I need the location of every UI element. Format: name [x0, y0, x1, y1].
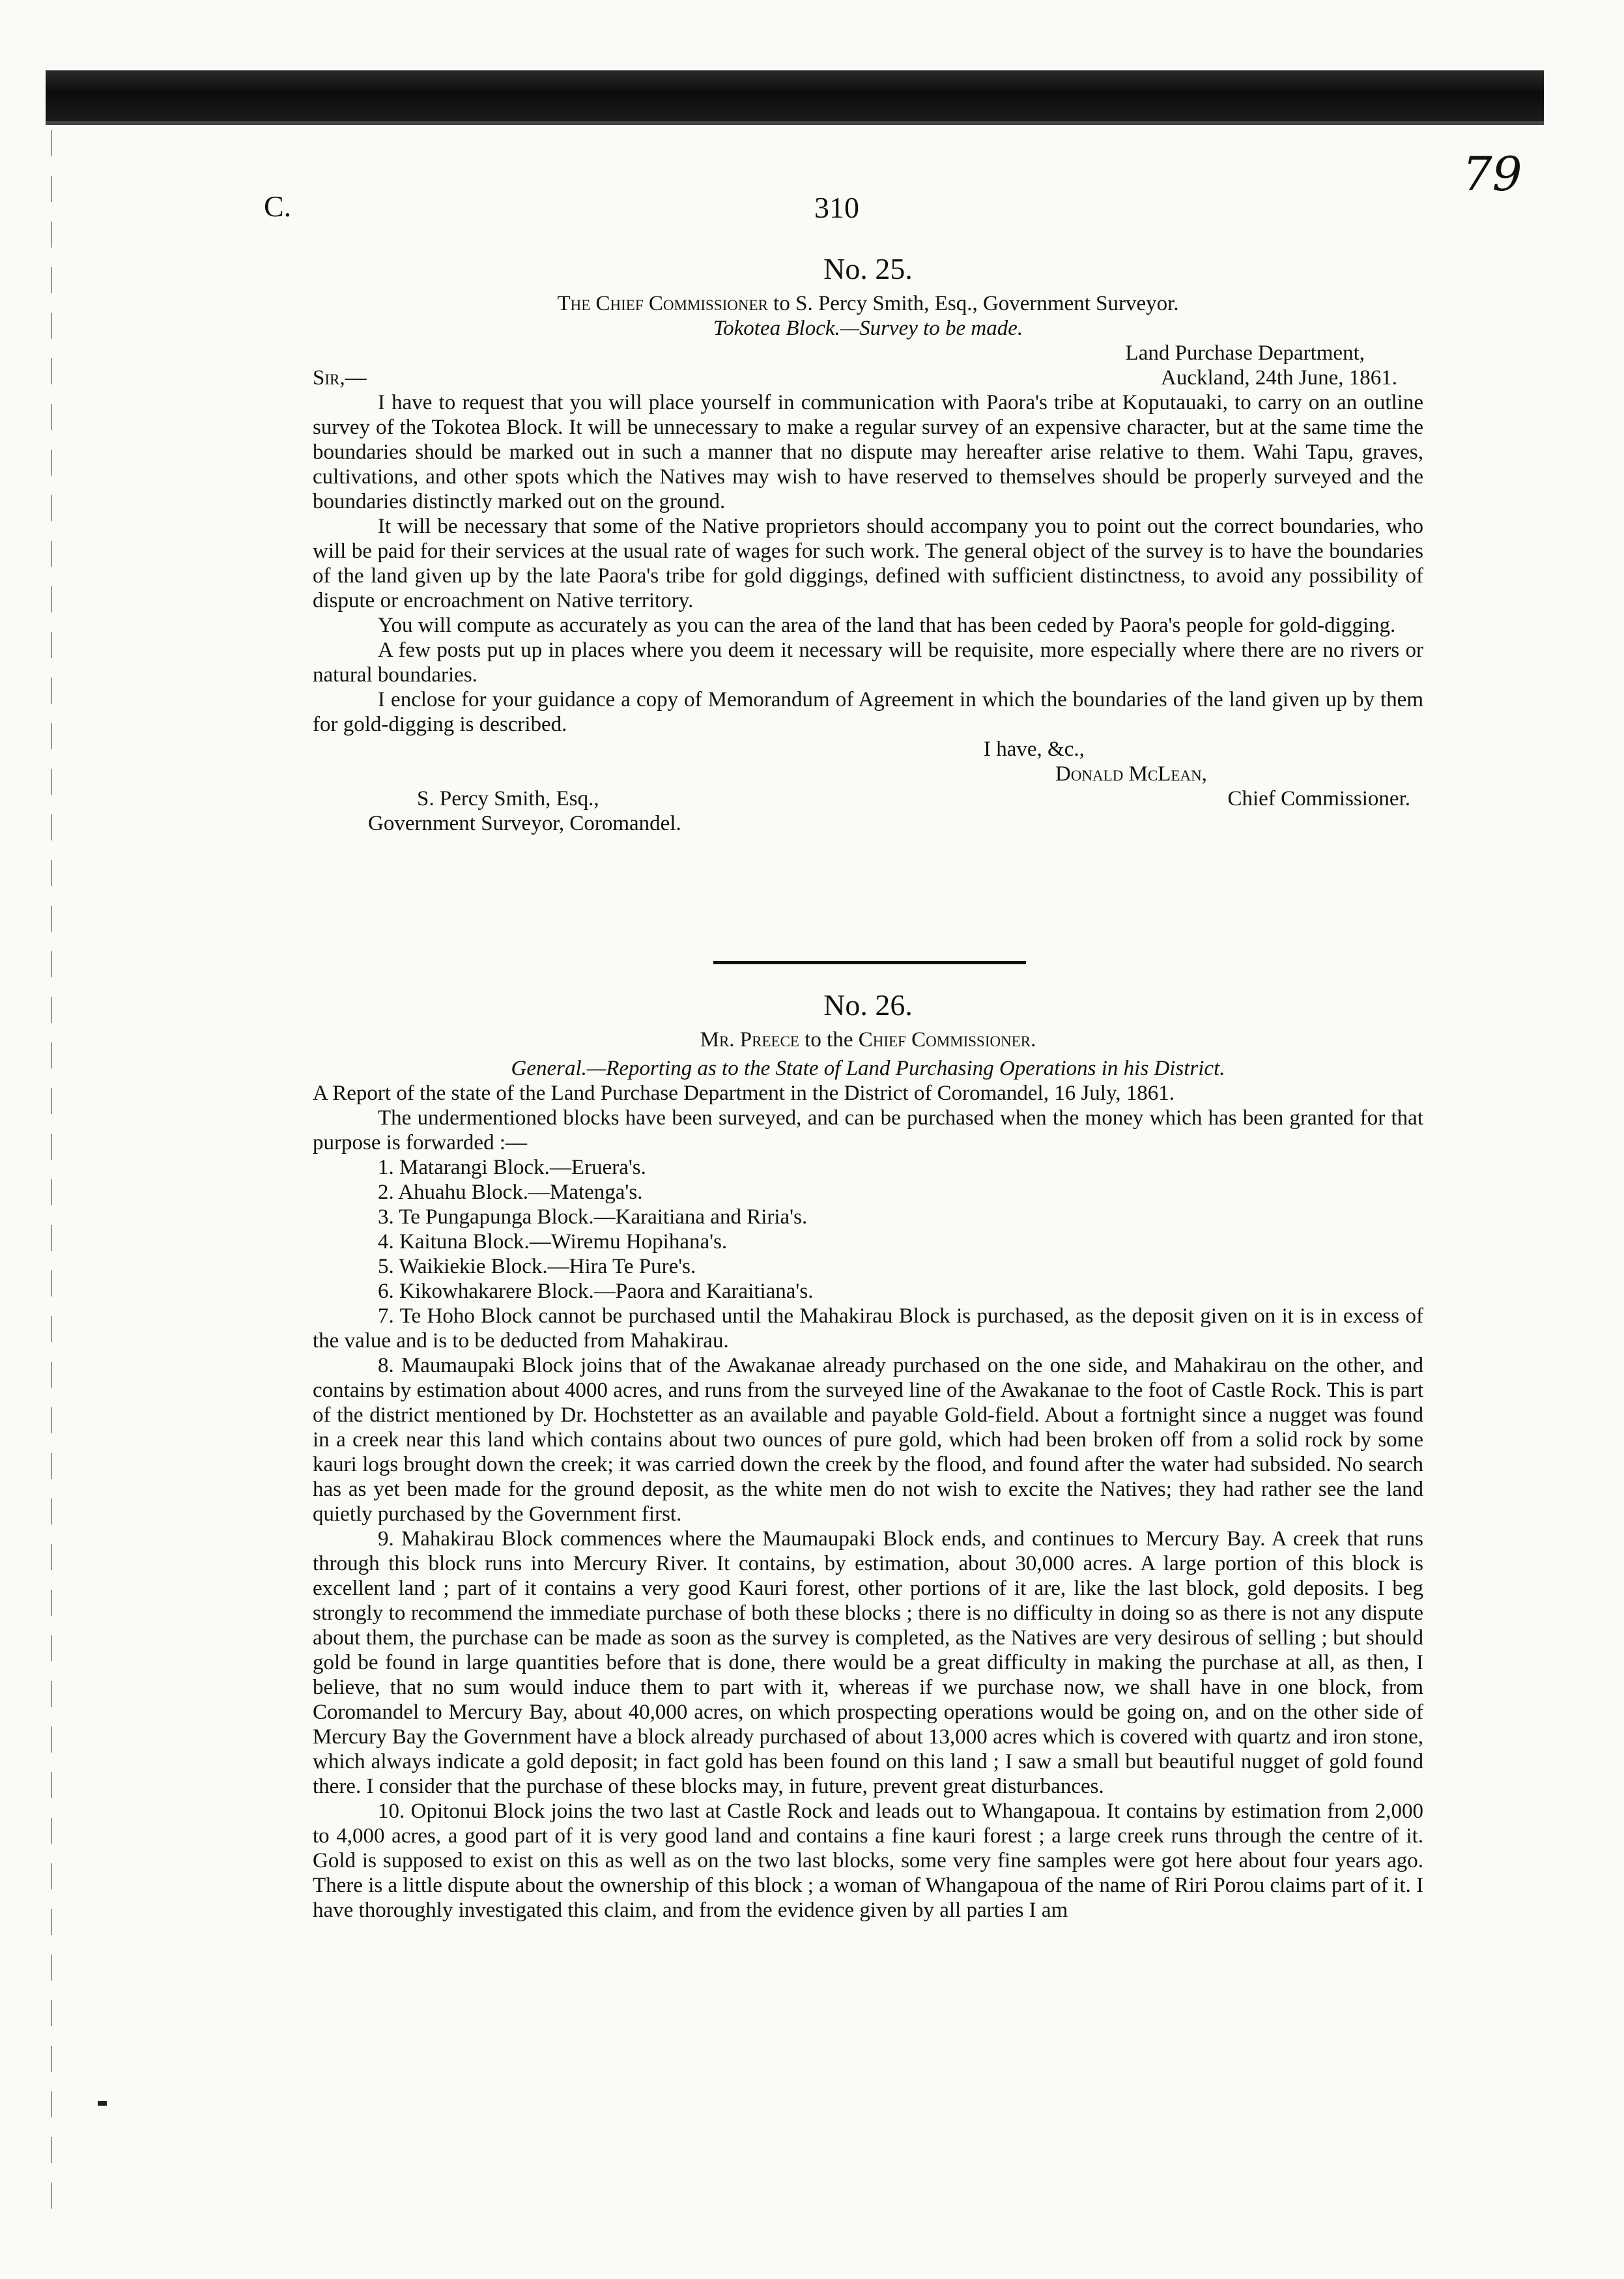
address-line-1: Land Purchase Department, — [1125, 341, 1365, 365]
scan-top-border — [46, 70, 1544, 121]
salutation-row — [313, 366, 1423, 390]
address-line-2: Auckland, 24th June, 1861. — [1161, 366, 1397, 390]
paragraph: You will compute as accurately as you can the area of the land that has been ceded by Paora's people for gold-digging. — [378, 614, 1396, 637]
letter-26 — [313, 987, 1423, 1923]
paragraph: 10. Opitonui Block joins the two last at Castle Rock and leads out to Whangapoua. It contains by estimation from 2,000 to 4,000 acres, a good part of it is very good land and contains a fine kauri forest ; a large creek runs through the centre of it. Gold is supposed to exist on this as well as on the two last blocks, some very fine samples were got here about four years ago. There is a little dispute about the ownership of this block ; a woman of Whangapoua of the name of Riri Porou claims part of it. I have thoroughly investigated this claim, and from the evidence given by all parties I am — [313, 1799, 1423, 1922]
block-list-item: 1. Matarangi Block.—Eruera's. — [378, 1156, 646, 1179]
signature: Donald McLean, — [1055, 762, 1207, 786]
closing: I have, &c., — [984, 738, 1085, 761]
intro-paragraph: The undermentioned blocks have been surveyed, and can be purchased when the money which has been granted for that purpose is forwarded :— — [313, 1106, 1423, 1154]
header-from: The Chief Commissioner — [557, 292, 768, 315]
letter-subject: Tokotea Block.—Survey to be made. — [713, 317, 1023, 340]
letter-header — [313, 291, 1423, 316]
letter-header — [313, 1027, 1423, 1052]
header-to: Chief Commissioner. — [858, 1028, 1036, 1052]
addressee-row — [313, 786, 1423, 811]
scan-mark — [98, 2101, 107, 2106]
paragraph: 9. Mahakirau Block commences where the Maumaupaki Block ends, and continues to Mercury Bay. A creek that runs through this block runs into Mercury River. It contains, by estimation, about 30,000 acres. A large portion of this block is excellent land ; part of it contains a very good Kauri forest, other portions of it are, like the last block, gold deposits. I beg strongly to recommend the immediate purchase of both these blocks ; there is no difficulty in doing so as there is not any dispute about them, the purchase can be made as soon as the survey is completed, as the Natives are very desirous of selling ; but should gold be found in large quantities before that is done, there would be a great difficulty in making the purchase at all, as then, I believe, that no sum would induce them to part with it, whereas if we purchase now, we shall have in one block, from Coromandel to Mercury Bay, about 40,000 acres, on which prospecting operations would be going on, and on the other side of Mercury Bay the Government have a block already purchased of about 13,000 acres which is covered with quartz and iron stone, which always indicate a gold deposit; in fact gold has been found on this land ; I saw a small but beautiful nugget of gold found there. I consider that the purchase of these blocks may, in future, prevent great disturbances. — [313, 1527, 1423, 1798]
paragraph: A few posts put up in places where you deem it necessary will be requisite, more especially where there are no rivers or natural boundaries. — [313, 638, 1423, 687]
report-line: A Report of the state of the Land Purchase Department in the District of Coromandel, 16 July, 1861. — [313, 1082, 1175, 1105]
handwritten-page-number: 79 — [1462, 147, 1522, 201]
paragraph: 8. Maumaupaki Block joins that of the Awakanae already purchased on the one side, and Mahakirau on the other, and contains by estimation about 4000 acres, and runs from the surveyed line of the Awakanae to the foot of Castle Rock. This is part of the district mentioned by Dr. Hochstetter as an available and payable Gold-field. About a fortnight since a nugget was found in a creek near this land which contains about two ounces of pure gold, which had been broken off from a solid rock by some kauri logs brought down the creek; it was carried down the creek by the flood, and found after the water had subsided. No search has as yet been made for the ground deposit, as the white men do not wish to excite the Natives; they had rather see the land quietly purchased by the Government first. — [313, 1354, 1423, 1526]
page-number: 310 — [814, 191, 859, 224]
section-divider — [713, 961, 1026, 964]
block-list-item: 6. Kikowhakarere Block.—Paora and Karaitiana's. — [378, 1280, 814, 1303]
signature-title: Chief Commissioner. — [1227, 787, 1410, 810]
addressee-line-1: S. Percy Smith, Esq., — [417, 787, 599, 810]
header-from: Mr. Preece — [700, 1028, 799, 1052]
paragraph: 7. Te Hoho Block cannot be purchased until the Mahakirau Block is purchased, as the deposit given on it is in excess of the value and is to be deducted from Mahakirau. — [313, 1304, 1423, 1353]
addressee-line-2: Government Surveyor, Coromandel. — [368, 812, 681, 835]
series-mark: C. — [264, 190, 292, 223]
scan-left-edge — [51, 130, 52, 2215]
paragraph: I enclose for your guidance a copy of Memorandum of Agreement in which the boundaries of the land given up by them for gold-digging is described. — [313, 688, 1423, 736]
block-list-item: 4. Kaituna Block.—Wiremu Hopihana's. — [378, 1230, 728, 1254]
block-list-item: 2. Ahuahu Block.—Matenga's. — [378, 1181, 643, 1204]
salutation: Sir,— — [313, 366, 367, 390]
block-list-item: 5. Waikiekie Block.—Hira Te Pure's. — [378, 1255, 696, 1278]
letter-25 — [313, 251, 1423, 836]
header-mid: to the — [805, 1028, 853, 1052]
letter-number: No. 25. — [823, 252, 913, 285]
paragraph: It will be necessary that some of the Native proprietors should accompany you to point out the correct boundaries, who will be paid for their services at the usual rate of wages for such work. The general object of the survey is to have the boundaries of the land given up by the late Paora's tribe for gold diggings, defined with sufficient distinctness, to avoid any possibility of dispute or encroachment on Native territory. — [313, 515, 1423, 612]
block-list-item: 3. Te Pungapunga Block.—Karaitiana and Riria's. — [378, 1205, 808, 1229]
letter-number: No. 26. — [823, 988, 913, 1022]
letter-subject: General.—Reporting as to the State of Land Purchasing Operations in his District. — [511, 1057, 1225, 1080]
paragraph: I have to request that you will place yourself in communication with Paora's tribe at Koputauaki, to carry on an outline survey of the Tokotea Block. It will be unnecessary to make a regular survey of an expensive character, but at the same time the boundaries should be marked out in such a manner that no dispute may hereafter arise relative to them. Wahi Tapu, graves, cultivations, and other spots which the Natives may wish to have reserved to themselves should be properly surveyed and the boundaries distinctly marked out on the ground. — [313, 391, 1423, 513]
header-to: to S. Percy Smith, Esq., Government Surveyor. — [773, 292, 1179, 315]
